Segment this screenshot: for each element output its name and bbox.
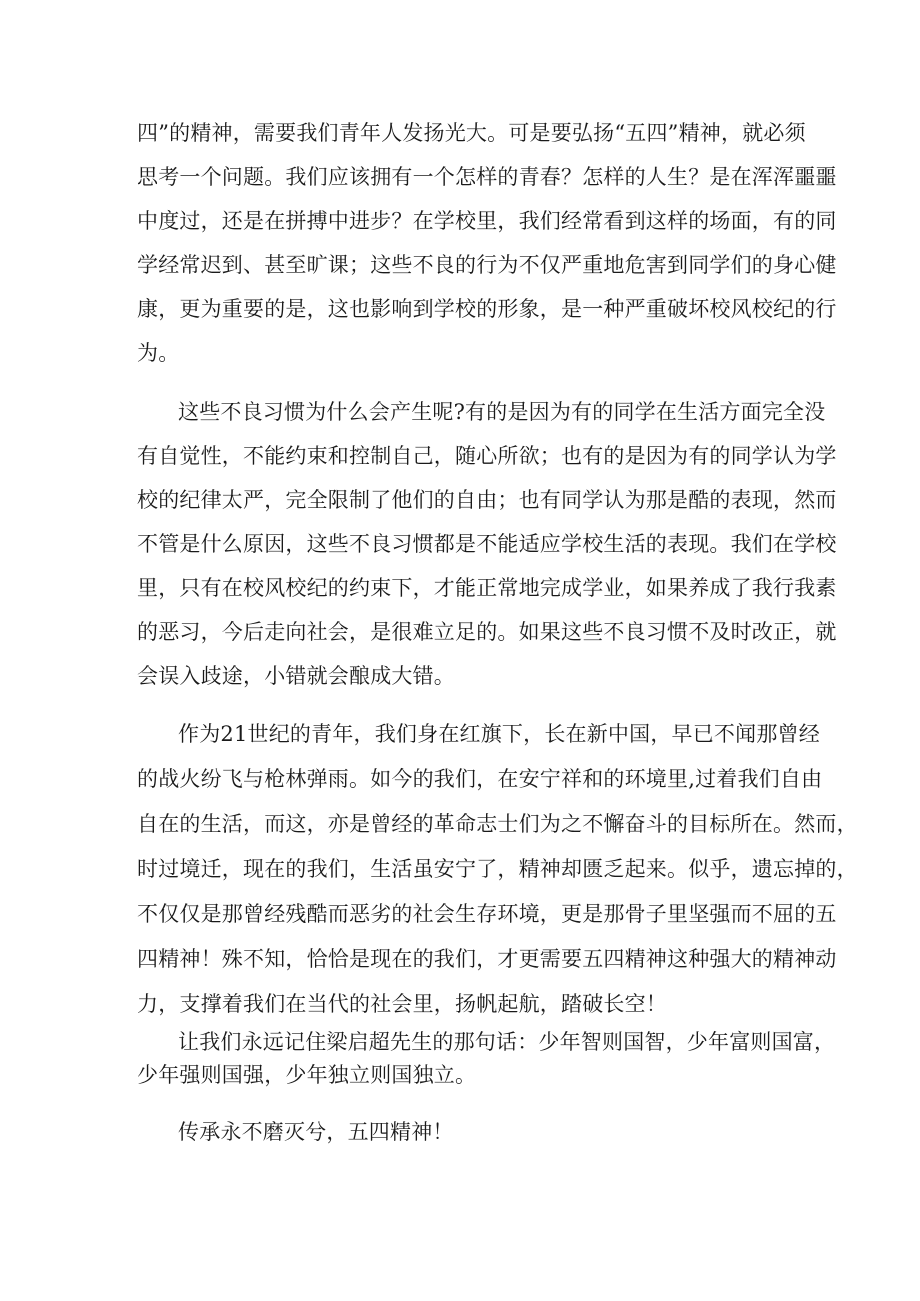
paragraph-2-line-5: 里，只有在校风校纪的约束下，才能正常地完成学业，如果养成了我行我素 xyxy=(137,576,837,600)
paragraph-3-line-5: 不仅仅是那曾经残酷而恶劣的社会生存环境，更是那骨子里坚强而不屈的五 xyxy=(137,902,837,926)
paragraph-3-line-3: 自在的生活，而这，亦是曾经的革命志士们为之不懈奋斗的目标所在。然而， xyxy=(137,812,858,836)
paragraph-3-line-4: 时过境迁，现在的我们，生活虽安宁了，精神却匮乏起来。似乎，遗忘掉的， xyxy=(137,857,858,881)
paragraph-2-line-7: 会误入歧途，小错就会酿成大错。 xyxy=(137,664,455,688)
paragraph-4-line-1: 让我们永远记住梁启超先生的那句话：少年智则国智，少年富则国富， xyxy=(178,1030,836,1054)
paragraph-2-line-3: 校的纪律太严，完全限制了他们的自由；也有同学认为那是酷的表现，然而 xyxy=(137,488,837,512)
paragraph-1-line-3: 中度过，还是在拼搏中进步？在学校里，我们经常看到这样的场面，有的同 xyxy=(137,209,837,233)
paragraph-2-line-2: 有自觉性，不能约束和控制自己，随心所欲；也有的是因为有的同学认为学 xyxy=(137,444,837,468)
paragraph-1-line-6: 为。 xyxy=(137,341,180,365)
paragraph-1-line-4: 学经常迟到、甚至旷课；这些不良的行为不仅严重地危害到同学们的身心健 xyxy=(137,253,837,277)
paragraph-3-line-1: 作为21世纪的青年，我们身在红旗下，长在新中国，早已不闻那曾经 xyxy=(178,722,820,746)
paragraph-3-line-2: 的战火纷飞与枪林弹雨。如今的我们，在安宁祥和的环境里,过着我们自由 xyxy=(137,767,823,791)
paragraph-2-line-1: 这些不良习惯为什么会产生呢?有的是因为有的同学在生活方面完全没 xyxy=(178,400,826,424)
paragraph-4-line-2: 少年强则国强，少年独立则国独立。 xyxy=(137,1063,477,1087)
paragraph-2-line-4: 不管是什么原因，这些不良习惯都是不能适应学校生活的表现。我们在学校 xyxy=(137,532,837,556)
paragraph-2-line-6: 的恶习，今后走向社会，是很难立足的。如果这些不良习惯不及时改正，就 xyxy=(137,620,837,644)
paragraph-1-line-2: 思考一个问题。我们应该拥有一个怎样的青春？怎样的人生？是在浑浑噩噩 xyxy=(137,165,837,189)
paragraph-5-line-1: 传承永不磨灭兮，五四精神！ xyxy=(178,1120,454,1144)
paragraph-1-line-1: 四”的精神，需要我们青年人发扬光大。可是要弘扬“五四”精神，就必须 xyxy=(137,121,806,145)
paragraph-3-line-7: 力，支撑着我们在当代的社会里，扬帆起航，踏破长空！ xyxy=(137,992,667,1016)
paragraph-1-line-5: 康，更为重要的是，这也影响到学校的形象，是一种严重破坏校风校纪的行 xyxy=(137,297,837,321)
paragraph-3-line-6: 四精神！殊不知，恰恰是现在的我们，才更需要五四精神这种强大的精神动 xyxy=(137,947,837,971)
